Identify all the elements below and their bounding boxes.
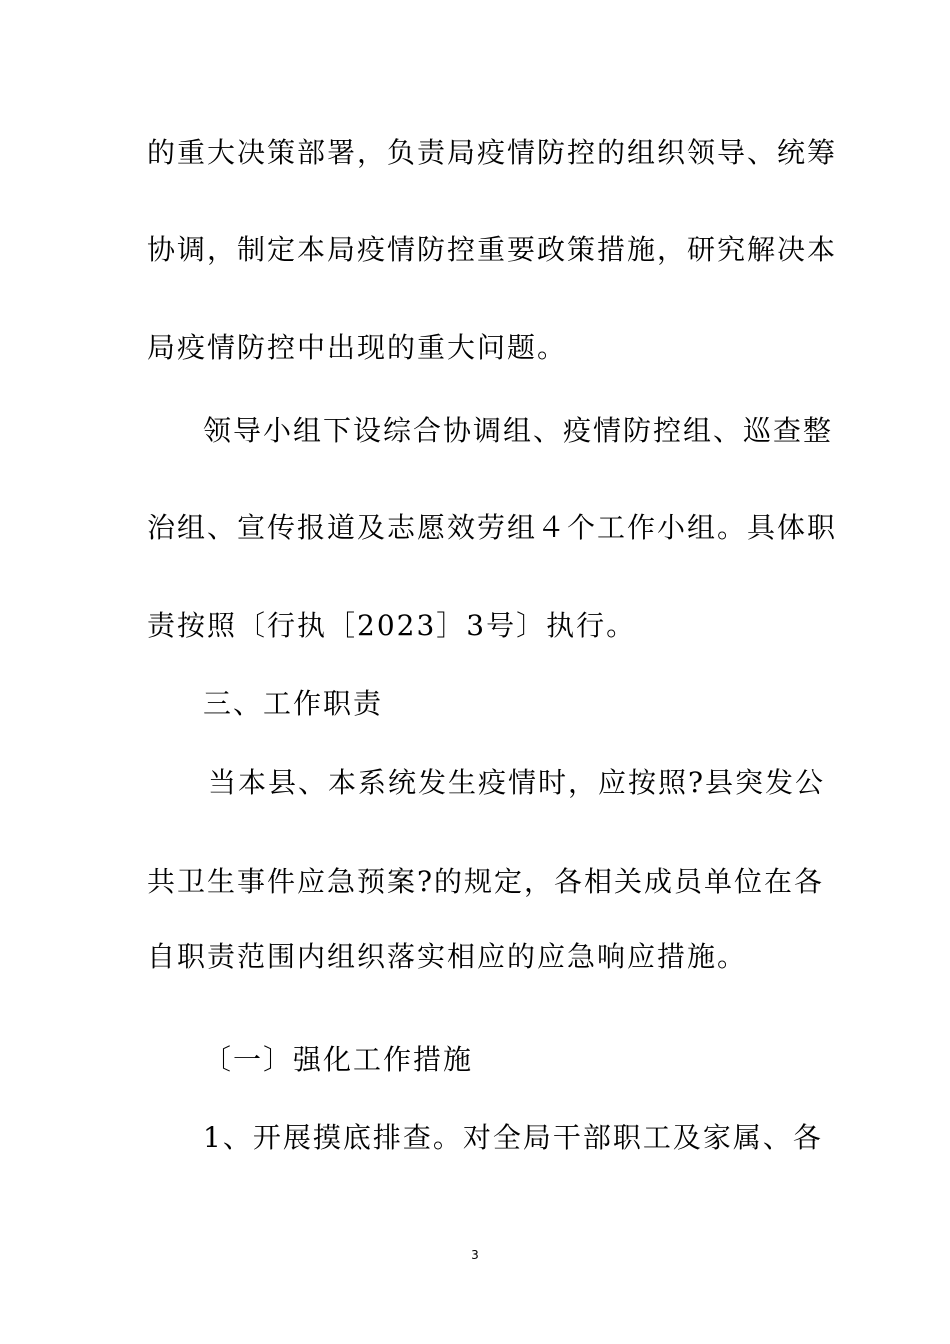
subsection-heading: 〔一〕强化工作措施 xyxy=(203,1043,474,1076)
body-text-line: 治组、宣传报道及志愿效劳组４个工作小组。具体职 xyxy=(147,511,838,544)
body-text-line: 责按照〔行执［2023］3号〕执行。 xyxy=(147,609,637,642)
page-number: 3 xyxy=(471,1248,479,1262)
paragraph-start-line: 当本县、本系统发生疫情时，应按照?县突发公 xyxy=(208,766,826,799)
paragraph-start-line: 领导小组下设综合协调组、疫情防控组、巡查整 xyxy=(203,414,834,447)
section-heading: 三、工作职责 xyxy=(203,687,384,720)
body-text-line: 的重大决策部署，负责局疫情防控的组织领导、统筹 xyxy=(147,136,838,169)
body-text-line: 共卫生事件应急预案?的规定，各相关成员单位在各 xyxy=(147,865,825,898)
body-text-line: 局疫情防控中出现的重大问题。 xyxy=(147,331,568,364)
paragraph-start-line: 1、开展摸底排查。对全局干部职工及家属、各 xyxy=(203,1121,823,1154)
body-text-line: 自职责范围内组织落实相应的应急响应措施。 xyxy=(147,940,748,973)
body-text-line: 协调，制定本局疫情防控重要政策措施，研究解决本 xyxy=(147,233,838,266)
